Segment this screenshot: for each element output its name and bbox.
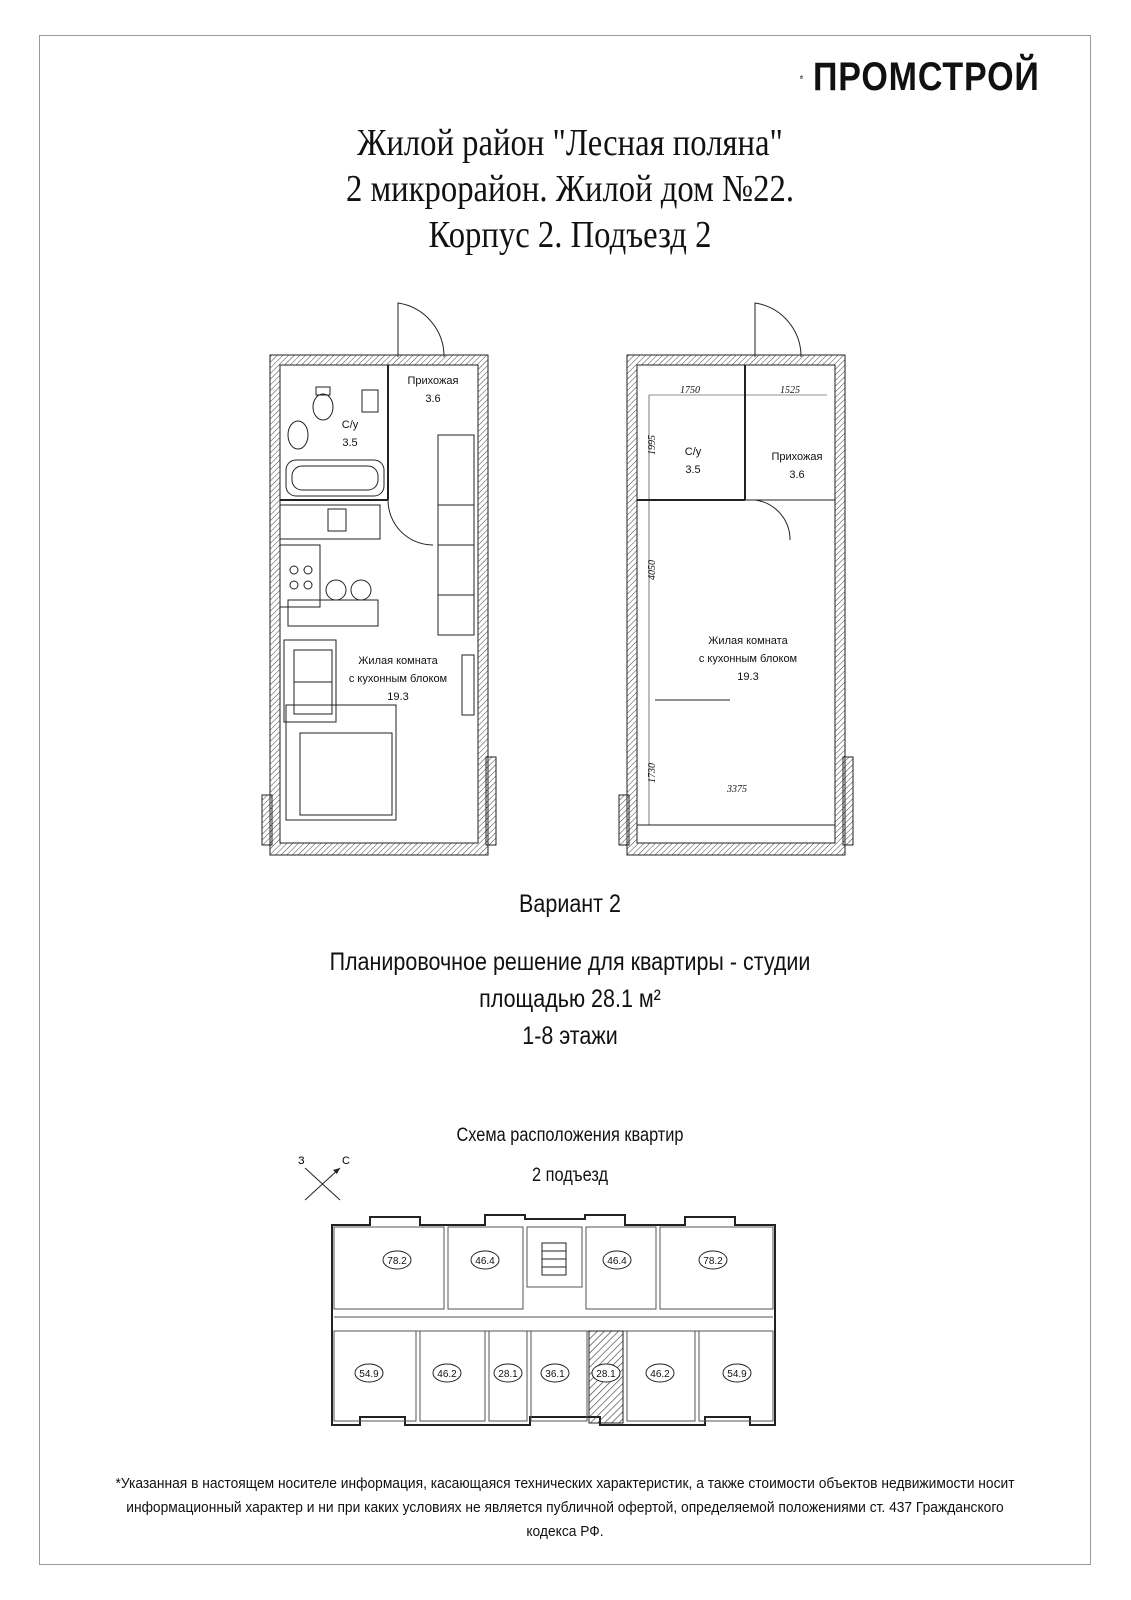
building-scheme <box>320 1205 790 1450</box>
apartment-28-1-left <box>494 1364 522 1382</box>
apartment-area: 46.4 <box>475 1256 495 1267</box>
variant-label: Вариант 2 <box>519 890 621 918</box>
dim-bath-depth: 1995 <box>647 435 658 455</box>
hall-name: Прихожая <box>771 451 823 463</box>
apartment-46-2-left <box>433 1364 461 1382</box>
dim-bath-width: 1750 <box>680 385 700 396</box>
house-person-logo-icon <box>800 48 803 106</box>
description-line-3: 1-8 этажи <box>522 1022 618 1050</box>
apartment-46-2-right <box>646 1364 674 1382</box>
apartment-area: 54.9 <box>359 1369 379 1380</box>
footnote-line-1: *Указанная в настоящем носителе информация, касающаяся технических характеристик, а также стоимости объектов недвижимости носит <box>115 1475 1015 1492</box>
hall-area: 3.6 <box>425 393 441 405</box>
apartment-46-4-right <box>603 1251 631 1269</box>
apartment-area: 54.9 <box>727 1369 747 1380</box>
furnished-floor-plan <box>258 295 508 865</box>
title-line-1: Жилой район "Лесная поляна" <box>357 122 783 164</box>
brand-logo <box>800 47 1080 107</box>
dimensioned-floor-plan <box>615 295 865 865</box>
living-name-1: Жилая комната <box>708 635 788 647</box>
apartment-78-2-left <box>383 1251 411 1269</box>
apartment-description <box>217 944 922 1055</box>
bath-area: 3.5 <box>685 464 701 476</box>
apartment-46-4-left <box>471 1251 499 1269</box>
bath-name: С/у <box>341 419 359 431</box>
living-area: 19.3 <box>737 671 759 683</box>
compass-north: С <box>342 1155 350 1167</box>
hall-area: 3.6 <box>789 469 805 481</box>
apartment-54-9-right <box>723 1364 751 1382</box>
description-line-2: площадью 28.1 м² <box>479 985 661 1013</box>
entrance-label: 2 подъезд <box>531 1165 608 1186</box>
living-name-2: с кухонным блоком <box>698 653 798 665</box>
hall-name: Прихожая <box>407 375 459 387</box>
apartment-36-1 <box>541 1364 569 1382</box>
apartment-area: 28.1 <box>498 1369 518 1380</box>
apartment-area: 46.4 <box>607 1256 627 1267</box>
living-area: 19.3 <box>387 691 409 703</box>
compass-west: З <box>298 1155 305 1167</box>
apartment-area: 46.2 <box>437 1369 457 1380</box>
scheme-title: Схема расположения квартир <box>456 1125 684 1146</box>
title-line-2: 2 микрорайон. Жилой дом №22. <box>345 168 795 210</box>
living-name-1: Жилая комната <box>358 655 438 667</box>
apartment-area: 36.1 <box>545 1369 565 1380</box>
project-title <box>217 120 922 258</box>
description-line-1: Планировочное решение для квартиры - студии <box>329 948 811 976</box>
dim-hall-width: 1525 <box>780 385 800 396</box>
living-name-2: с кухонным блоком <box>348 673 448 685</box>
dim-room-depth: 4050 <box>647 560 658 580</box>
dim-room-width: 3375 <box>727 784 747 795</box>
apartment-area: 78.2 <box>703 1256 723 1267</box>
apartment-area: 78.2 <box>387 1256 407 1267</box>
dim-balcony-depth: 1730 <box>647 763 658 783</box>
title-line-3: Корпус 2. Подъезд 2 <box>428 214 712 256</box>
apartment-28-1-highlighted <box>592 1364 620 1382</box>
brand-name: ПРОМСТРОЙ <box>813 54 1040 99</box>
legal-footnote <box>100 1472 1029 1544</box>
apartment-78-2-right <box>699 1251 727 1269</box>
apartment-area: 28.1 <box>596 1369 616 1380</box>
footnote-line-2: информационный характер и ни при каких условиях не является публичной офертой, определяемой положениями ст. 437 Гражданского кодекса РФ. <box>126 1499 1004 1540</box>
bath-name: С/у <box>684 446 702 458</box>
apartment-area: 46.2 <box>650 1369 670 1380</box>
bath-area: 3.5 <box>342 437 358 449</box>
apartment-54-9-left <box>355 1364 383 1382</box>
